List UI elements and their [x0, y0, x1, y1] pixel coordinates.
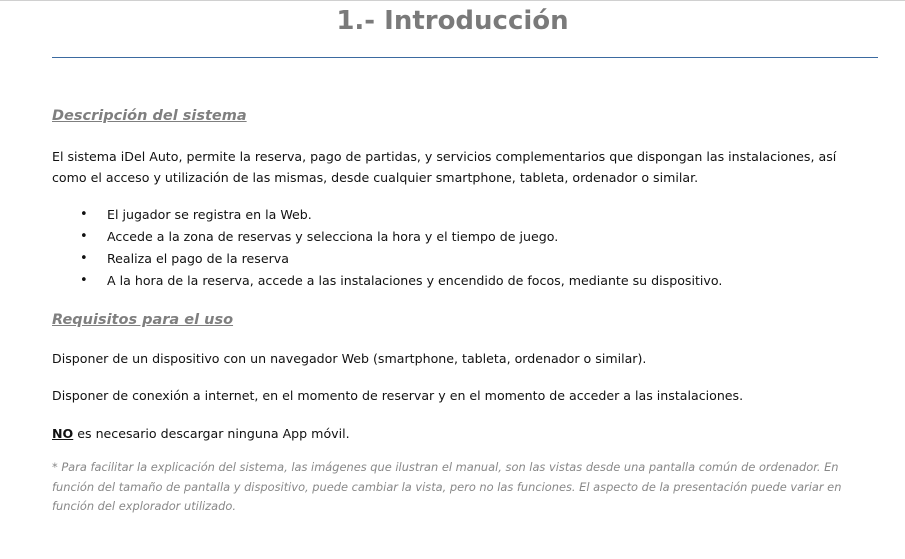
- requirement-internet: Disponer de conexión a internet, en el momento de reservar y en el momento de acceder a las instalaciones.: [52, 388, 744, 403]
- list-item-text: Realiza el pago de la reserva: [107, 251, 289, 266]
- requirement-no-app: [52, 423, 852, 444]
- bullet-icon: •: [80, 273, 88, 288]
- title-divider: [52, 57, 878, 58]
- requirement-no-app-text: es necesario descargar ninguna App móvil.: [73, 426, 350, 441]
- section-heading-descripcion: Descripción del sistema: [52, 108, 247, 124]
- top-border: [0, 0, 905, 1]
- page-title: 1.- Introducción: [336, 6, 569, 36]
- list-item: [80, 270, 722, 292]
- description-paragraph: [52, 146, 852, 188]
- footnote-line-1: * Para facilitar la explicación del sistema, las imágenes que ilustran el manual, son las vistas desde una pantalla común de ordenador. En: [52, 460, 839, 474]
- list-item: [80, 204, 722, 226]
- feature-bullet-list: [80, 204, 722, 292]
- description-line-1: El sistema iDel Auto, permite la reserva, pago de partidas, y servicios complementarios que dispongan las instalaciones, así: [52, 149, 837, 164]
- list-item: [80, 226, 722, 248]
- bullet-icon: •: [80, 229, 88, 244]
- list-item-text: A la hora de la reserva, accede a las instalaciones y encendido de focos, mediante su dispositivo.: [107, 273, 723, 288]
- bullet-icon: •: [80, 207, 88, 222]
- footnote-line-2: función del tamaño de pantalla y dispositivo, puede cambiar la vista, pero no las funciones. El aspecto de la presentación puede variar en: [52, 479, 842, 494]
- requirement-device: Disponer de un dispositivo con un navegador Web (smartphone, tableta, ordenador o similar).: [52, 351, 647, 366]
- bullet-icon: •: [80, 251, 88, 266]
- footnote: [52, 458, 862, 517]
- section-heading-requisitos: Requisitos para el uso: [52, 312, 234, 328]
- no-emphasis: NO: [52, 426, 74, 441]
- footnote-line-3: función del explorador utilizado.: [52, 499, 236, 513]
- description-line-2: como el acceso y utilización de las mismas, desde cualquier smartphone, tableta, ordenador o similar.: [52, 170, 699, 185]
- list-item: [80, 248, 722, 270]
- list-item-text: Accede a la zona de reservas y selecciona la hora y el tiempo de juego.: [107, 229, 559, 244]
- list-item-text: El jugador se registra en la Web.: [107, 207, 312, 222]
